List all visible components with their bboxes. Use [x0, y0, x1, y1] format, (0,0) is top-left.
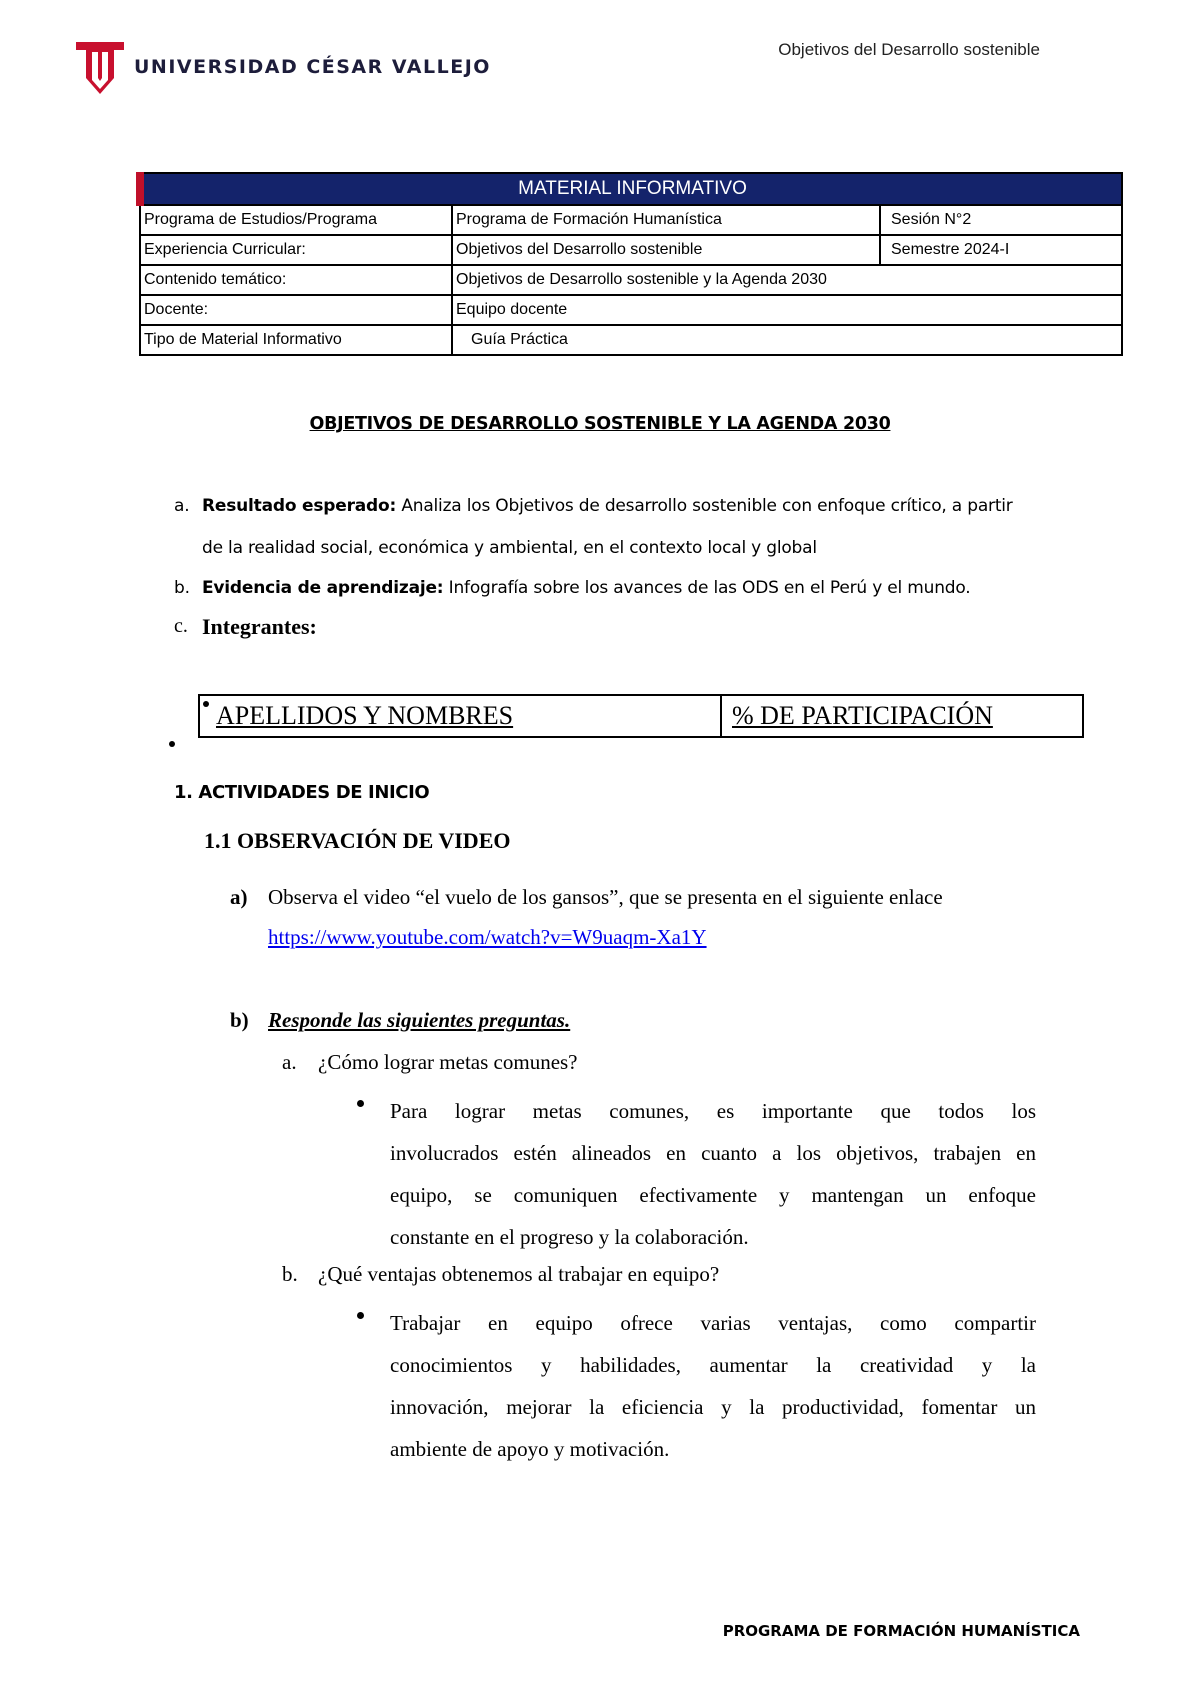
- item-a-marker: a.: [174, 496, 190, 516]
- item-c-marker: c.: [174, 615, 188, 637]
- activity-b-text: Responde las siguientes preguntas.: [268, 1008, 571, 1032]
- item-b-line: [202, 578, 970, 598]
- info-label: Contenido temático:: [140, 265, 452, 295]
- material-info-table: [136, 172, 1123, 356]
- answer-line: Trabajar en equipo ofrece varias ventajas, como compartir: [390, 1311, 1036, 1335]
- subsection-heading: 1.1 OBSERVACIÓN DE VIDEO: [204, 828, 511, 853]
- item-b-marker: b.: [174, 578, 190, 598]
- university-name: UNIVERSIDAD CÉSAR VALLEJO: [134, 56, 491, 78]
- info-value: Programa de Formación Humanística: [452, 205, 880, 235]
- item-b-label: Evidencia de aprendizaje:: [202, 578, 444, 598]
- table-row: [140, 295, 1122, 325]
- activity-a-marker: a): [230, 885, 248, 909]
- item-a-line1: [202, 496, 1013, 516]
- info-extra: Semestre 2024-I: [880, 235, 1122, 265]
- info-label: Programa de Estudios/Programa: [140, 205, 452, 235]
- info-label: Docente:: [140, 295, 452, 325]
- header-course-label: Objetivos del Desarrollo sostenible: [778, 40, 1040, 59]
- section-heading: 1. ACTIVIDADES DE INICIO: [174, 782, 430, 803]
- info-value: Objetivos del Desarrollo sostenible: [452, 235, 880, 265]
- table-row: [140, 235, 1122, 265]
- info-label: Tipo de Material Informativo: [140, 325, 452, 355]
- answer-line: equipo, se comuniquen efectivamente y mantengan un enfoque: [390, 1183, 1036, 1207]
- bullet-icon: [357, 1312, 364, 1319]
- item-a-line2: de la realidad social, económica y ambiental, en el contexto local y global: [202, 538, 817, 558]
- answer-line: ambiente de apoyo y motivación.: [390, 1437, 670, 1461]
- video-link[interactable]: https://www.youtube.com/watch?v=W9uaqm-Xa1Y: [268, 925, 707, 949]
- answer-line: innovación, mejorar la eficiencia y la productividad, fomentar un: [390, 1395, 1036, 1419]
- table-row: [140, 205, 1122, 235]
- ucv-shield-icon: [74, 38, 126, 96]
- footer-program: PROGRAMA DE FORMACIÓN HUMANÍSTICA: [722, 1622, 1080, 1640]
- participants-col-names: APELLIDOS Y NOMBRES: [200, 696, 722, 736]
- item-c-label: Integrantes:: [202, 614, 317, 639]
- table-row: [140, 325, 1122, 355]
- table-row: [140, 265, 1122, 295]
- answer-line: conocimientos y habilidades, aumentar la creatividad y la: [390, 1353, 1036, 1377]
- info-table-title: MATERIAL INFORMATIVO: [140, 173, 1122, 205]
- question-text: ¿Cómo lograr metas comunes?: [318, 1050, 578, 1074]
- item-b-text: Infografía sobre los avances de las ODS en el Perú y el mundo.: [448, 578, 971, 598]
- bullet-icon: [357, 1100, 364, 1107]
- item-a-text: Analiza los Objetivos de desarrollo sostenible con enfoque crítico, a partir: [401, 496, 1013, 516]
- info-value: Objetivos de Desarrollo sostenible y la Agenda 2030: [452, 265, 1122, 295]
- question-text: ¿Qué ventajas obtenemos al trabajar en equipo?: [318, 1262, 720, 1286]
- answer-line: involucrados estén alineados en cuanto a los objetivos, trabajen en: [390, 1141, 1036, 1165]
- info-value: Equipo docente: [452, 295, 1122, 325]
- participants-col-percent: % DE PARTICIPACIÓN: [732, 701, 993, 730]
- answer-line: Para lograr metas comunes, es importante que todos los: [390, 1099, 1036, 1123]
- question-marker: b.: [282, 1262, 298, 1286]
- bullet-icon: [169, 741, 175, 747]
- bullet-icon: [203, 701, 209, 707]
- university-logo: [74, 38, 491, 98]
- item-a-label: Resultado esperado:: [202, 496, 397, 516]
- activity-b-marker: b): [230, 1008, 249, 1032]
- info-label: Experiencia Curricular:: [140, 235, 452, 265]
- answer-line: constante en el progreso y la colaboración.: [390, 1225, 749, 1249]
- info-value: Guía Práctica: [452, 325, 1122, 355]
- activity-a-text: Observa el video “el vuelo de los gansos”, que se presenta en el siguiente enlace: [268, 885, 943, 909]
- document-title: OBJETIVOS DE DESARROLLO SOSTENIBLE Y LA AGENDA 2030: [309, 414, 891, 434]
- participants-table: [198, 694, 1084, 738]
- question-marker: a.: [282, 1050, 297, 1074]
- info-extra: Sesión N°2: [880, 205, 1122, 235]
